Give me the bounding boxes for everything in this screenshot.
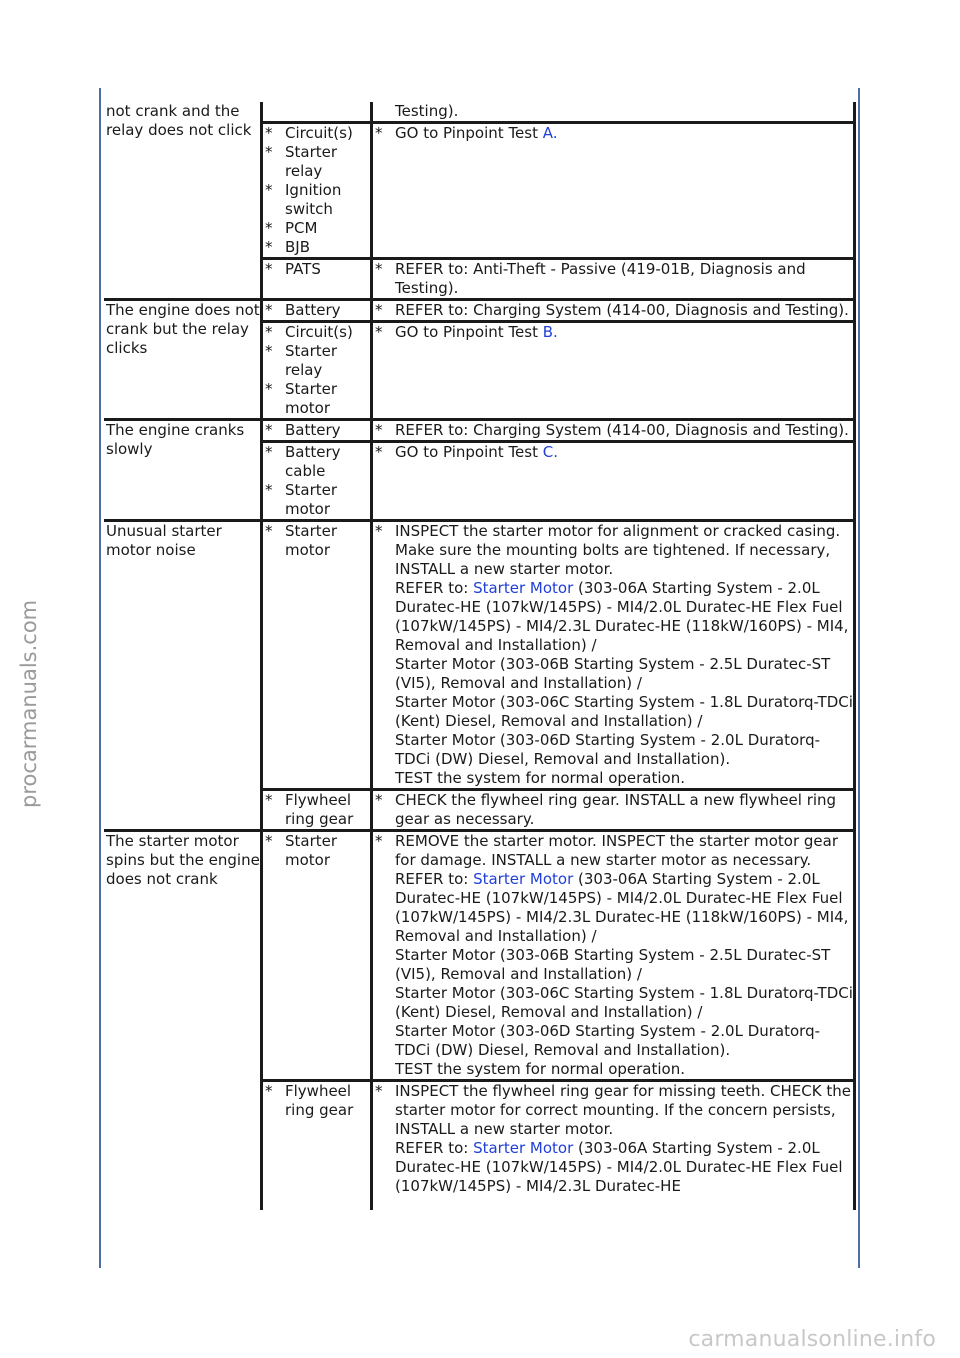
- source-cell: [262, 123, 372, 259]
- refer-line: Starter Motor (303-06B Starting System - 2.5L Duratec-ST (VI5), Removal and Installation) /: [395, 655, 831, 692]
- action-item: * INSPECT the flywheel ring gear for missing teeth. CHECK the starter motor for correct mounting. If the concern persists, INSTALL a new starter motor. REFER to: Starter Motor (303-06A Starting System - 2.0L Duratec-HE (107kW/145PS) - MI4/2.0L Duratec-HE Flex Fuel (107kW/145PS) - MI4/2.3L Duratec-HE: [375, 1082, 853, 1196]
- source-item: * Starter motor: [265, 832, 338, 869]
- table-row: [104, 521, 855, 790]
- bottom-watermark: carmanualsonline.info: [688, 1327, 936, 1352]
- action-item: * REFER to: Charging System (414-00, Diagnosis and Testing).: [375, 301, 849, 319]
- starter-motor-link[interactable]: Starter Motor: [473, 1139, 574, 1157]
- table-row: [104, 300, 855, 322]
- action-cell: [372, 831, 855, 1081]
- action-item: * REFER to: Charging System (414-00, Diagnosis and Testing).: [375, 421, 849, 439]
- test-line: TEST the system for normal operation.: [395, 769, 685, 787]
- action-cell: [372, 102, 855, 123]
- action-lead: INSPECT the flywheel ring gear for missing teeth. CHECK the starter motor for correct mounting. If the concern persists, INSTALL a new starter motor.: [395, 1082, 851, 1138]
- action-lead: INSPECT the starter motor for alignment or cracked casing. Make sure the mounting bolts are tightened. If necessary, INSTALL a new starter motor.: [395, 522, 841, 578]
- condition-text: not crank and the relay does not click: [106, 102, 252, 139]
- source-cell: [262, 259, 372, 300]
- right-frame-border: [858, 88, 860, 1268]
- action-cell: [372, 420, 855, 442]
- source-item: * Circuit(s): [265, 323, 353, 341]
- side-watermark-text: procarmanuals.com: [17, 599, 41, 808]
- refer-line: REFER to: Starter Motor (303-06A Starting System - 2.0L Duratec-HE (107kW/145PS) - MI4/2.0L Duratec-HE Flex Fuel (107kW/145PS) - MI4/2.3L Duratec-HE (118kW/160PS) - MI4, Removal and Installation) /: [395, 579, 849, 654]
- condition-cell: [104, 102, 262, 300]
- source-item: * Starter relay: [265, 342, 338, 379]
- action-cell: [372, 521, 855, 790]
- condition-text: Unusual starter motor noise: [106, 522, 222, 559]
- condition-text: The engine cranks slowly: [106, 421, 245, 458]
- source-item: * Battery: [265, 421, 341, 439]
- condition-cell: [104, 300, 262, 420]
- action-item: * INSPECT the starter motor for alignment or cracked casing. Make sure the mounting bolts are tightened. If necessary, INSTALL a new starter motor. REFER to: Starter Motor (303-06A Starting System - 2.0L Duratec-HE (107kW/145PS) - MI4/2.0L Duratec-HE Flex Fuel (107kW/145PS) - MI4/2.3L Duratec-HE (118kW/160PS) - MI4, Removal and Installation) / Starter Motor (303-06B Starting System - 2.5L Duratec-ST (VI5), Removal and Installation) / Starter Motor (303-06C Starting System - 1.8L Duratorq-TDCi (Kent) Diesel, Removal and Installation) / Starter Motor (303-06D Starting System - 2.0L Duratorq-TDCi (DW) Diesel, Removal and Installation). TEST the system for normal operation.: [375, 522, 853, 787]
- action-item: * GO to Pinpoint Test C.: [375, 443, 558, 461]
- action-text: Testing).: [395, 102, 459, 120]
- side-watermark: [14, 560, 44, 810]
- source-item: * Ignition switch: [265, 181, 342, 218]
- diagnosis-table: [104, 102, 856, 1210]
- source-item: * Flywheel ring gear: [265, 791, 354, 828]
- source-item: * Starter relay: [265, 143, 338, 180]
- test-line: TEST the system for normal operation.: [395, 1060, 685, 1078]
- action-item: * GO to Pinpoint Test B.: [375, 323, 558, 341]
- source-item: * Starter motor: [265, 380, 338, 417]
- source-item: * Battery cable: [265, 443, 341, 480]
- pinpoint-test-a-link[interactable]: A.: [542, 124, 558, 142]
- condition-text: The engine does not crank but the relay clicks: [106, 301, 260, 357]
- refer-line: Starter Motor (303-06B Starting System - 2.5L Duratec-ST (VI5), Removal and Installation) /: [395, 946, 831, 983]
- pinpoint-test-c-link[interactable]: C.: [542, 443, 558, 461]
- source-item: * Circuit(s): [265, 124, 353, 142]
- action-cell: [372, 259, 855, 300]
- source-item: * PCM: [265, 219, 318, 237]
- table-row: [104, 102, 855, 123]
- action-cell: [372, 123, 855, 259]
- refer-line: Starter Motor (303-06C Starting System - 1.8L Duratorq-TDCi (Kent) Diesel, Removal and Installation) /: [395, 693, 853, 730]
- action-cell: [372, 790, 855, 831]
- source-cell: [262, 1081, 372, 1211]
- refer-line: REFER to: Starter Motor (303-06A Starting System - 2.0L Duratec-HE (107kW/145PS) - MI4/2.0L Duratec-HE Flex Fuel (107kW/145PS) - MI4/2.3L Duratec-HE: [395, 1139, 843, 1195]
- pinpoint-test-b-link[interactable]: B.: [542, 323, 558, 341]
- condition-text: The starter motor spins but the engine does not crank: [106, 832, 260, 888]
- action-cell: [372, 322, 855, 420]
- condition-cell: [104, 420, 262, 521]
- action-item: * REFER to: Anti-Theft - Passive (419-01B, Diagnosis and Testing).: [375, 260, 806, 297]
- source-cell: [262, 300, 372, 322]
- refer-line: Starter Motor (303-06D Starting System - 2.0L Duratorq-TDCi (DW) Diesel, Removal and Installation).: [395, 1022, 821, 1059]
- source-item: * PATS: [265, 260, 321, 278]
- starter-motor-link[interactable]: Starter Motor: [473, 579, 574, 597]
- table-row: [104, 831, 855, 1081]
- source-cell: [262, 322, 372, 420]
- refer-line: Starter Motor (303-06C Starting System - 1.8L Duratorq-TDCi (Kent) Diesel, Removal and Installation) /: [395, 984, 853, 1021]
- refer-line: Starter Motor (303-06D Starting System - 2.0L Duratorq-TDCi (DW) Diesel, Removal and Installation).: [395, 731, 821, 768]
- source-item: * Starter motor: [265, 522, 338, 559]
- action-cell: [372, 1081, 855, 1211]
- condition-cell: [104, 521, 262, 831]
- left-frame-border: [99, 88, 101, 1268]
- table-row: [104, 420, 855, 442]
- action-lead: REMOVE the starter motor. INSPECT the starter motor gear for damage. INSTALL a new starter motor as necessary.: [395, 832, 839, 869]
- action-item: * REMOVE the starter motor. INSPECT the starter motor gear for damage. INSTALL a new starter motor as necessary. REFER to: Starter Motor (303-06A Starting System - 2.0L Duratec-HE (107kW/145PS) - MI4/2.0L Duratec-HE Flex Fuel (107kW/145PS) - MI4/2.3L Duratec-HE (118kW/160PS) - MI4, Removal and Installation) / Starter Motor (303-06B Starting System - 2.5L Duratec-ST (VI5), Removal and Installation) / Starter Motor (303-06C Starting System - 1.8L Duratorq-TDCi (Kent) Diesel, Removal and Installation) / Starter Motor (303-06D Starting System - 2.0L Duratorq-TDCi (DW) Diesel, Removal and Installation). TEST the system for normal operation.: [375, 832, 853, 1078]
- source-cell: [262, 102, 372, 123]
- source-item: * BJB: [265, 238, 311, 256]
- source-item: * Battery: [265, 301, 341, 319]
- source-item: * Flywheel ring gear: [265, 1082, 354, 1119]
- refer-line: REFER to: Starter Motor (303-06A Starting System - 2.0L Duratec-HE (107kW/145PS) - MI4/2.0L Duratec-HE Flex Fuel (107kW/145PS) - MI4/2.3L Duratec-HE (118kW/160PS) - MI4, Removal and Installation) /: [395, 870, 849, 945]
- action-cell: [372, 442, 855, 521]
- source-cell: [262, 790, 372, 831]
- source-cell: [262, 420, 372, 442]
- action-cell: [372, 300, 855, 322]
- source-cell: [262, 442, 372, 521]
- action-item: * CHECK the flywheel ring gear. INSTALL a new flywheel ring gear as necessary.: [375, 791, 837, 828]
- starter-motor-link[interactable]: Starter Motor: [473, 870, 574, 888]
- source-cell: [262, 831, 372, 1081]
- source-cell: [262, 521, 372, 790]
- action-item: * GO to Pinpoint Test A.: [375, 124, 558, 142]
- source-item: * Starter motor: [265, 481, 338, 518]
- condition-cell: [104, 831, 262, 1211]
